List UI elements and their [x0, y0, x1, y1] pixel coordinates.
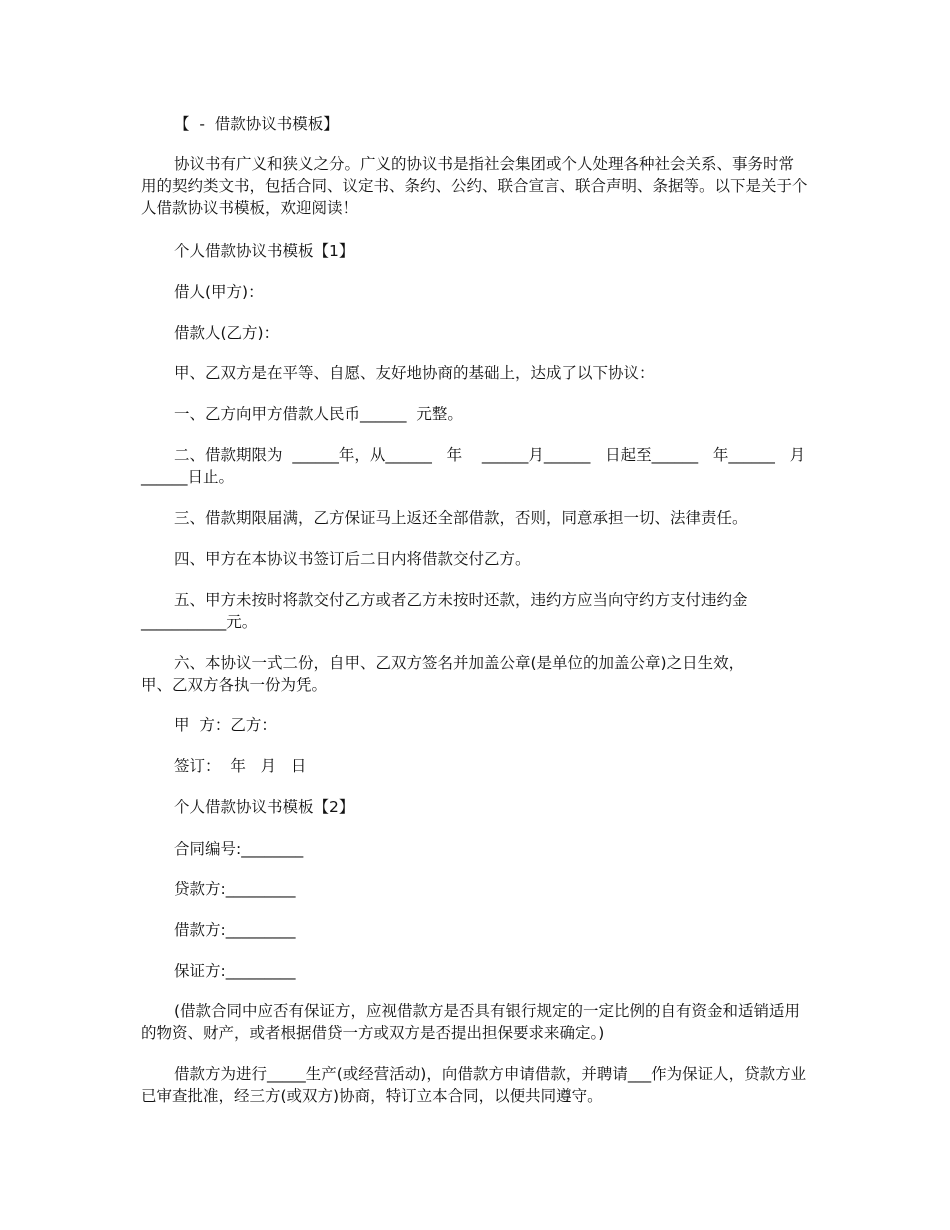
clause-5-line-1: 五、甲方未按时将款交付乙方或者乙方未按时还款，违约方应当向守约方支付违约金	[174, 591, 748, 609]
clause-2-line-2: ______日止。	[141, 468, 235, 486]
borrower-party-line: 借款人(乙方)：	[174, 324, 280, 342]
lender-party-line: 借人(甲方)：	[174, 283, 264, 301]
clause-2-line-1: 二、借款期限为 ______年，从______ 年 ______月______ 日起至______ 年______ 月	[174, 446, 806, 464]
clause-6-line-1: 六、本协议一式二份，自甲、乙双方签名并加盖公章(是单位的加盖公章)之日生效，	[174, 654, 745, 672]
signing-date-line: 签订： 年 月 日	[174, 757, 307, 775]
template-1-heading: 个人借款协议书模板【1】	[174, 242, 355, 260]
clause-6-line-2: 甲、乙双方各执一份为凭。	[141, 676, 328, 694]
guarantor-line: 保证方:_________	[174, 962, 296, 980]
guarantor-note-paragraph: (借款合同中应否有保证方，应视借款方是否具有银行规定的一定比例的自有资金和适销适用的物资、财产，或者根据借贷一方或双方是否提出担保要求来确定。)	[141, 1002, 801, 1042]
clause-3: 三、借款期限届满，乙方保证马上返还全部借款，否则，同意承担一切、法律责任。	[174, 509, 748, 527]
intro-paragraph: 协议书有广义和狭义之分。广义的协议书是指社会集团或个人处理各种社会关系、事务时常用的契约类文书，包括合同、议定书、条约、公约、联合宣言、联合声明、条据等。以下是关于个人借款协议书模板，欢迎阅读！	[141, 155, 808, 217]
clause-5-line-2: ___________元。	[141, 613, 258, 631]
preamble-paragraph: 甲、乙双方是在平等、自愿、友好地协商的基础上，达成了以下协议：	[174, 364, 655, 382]
contract-number-line: 合同编号:________	[174, 840, 304, 858]
clause-1: 一、乙方向甲方借款人民币______ 元整。	[174, 405, 463, 423]
clause-4: 四、甲方在本协议书签订后二日内将借款交付乙方。	[174, 550, 531, 568]
document-title: 【 - 借款协议书模板】	[174, 115, 339, 133]
borrower-line: 借款方:_________	[174, 921, 296, 939]
lender-line: 贷款方:_________	[174, 880, 296, 898]
parties-signature-line: 甲 方：乙方：	[174, 716, 277, 734]
template-2-heading: 个人借款协议书模板【2】	[174, 798, 355, 816]
contract-body-paragraph: 借款方为进行_____生产(或经营活动)，向借款方申请借款，并聘请___作为保证人，贷款方业已审查批准，经三方(或双方)协商，特订立本合同，以便共同遵守。	[141, 1065, 807, 1105]
